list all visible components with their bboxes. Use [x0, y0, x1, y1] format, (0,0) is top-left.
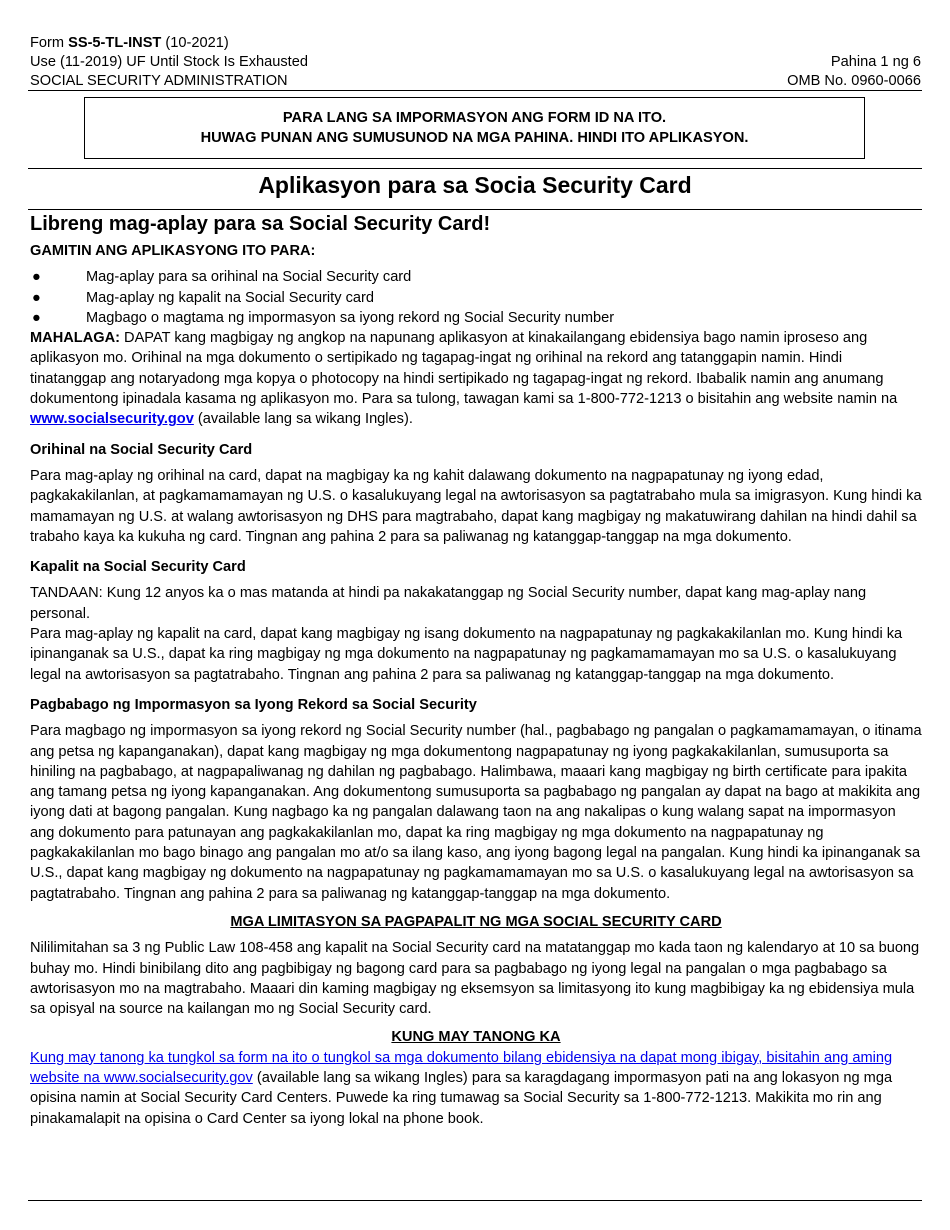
important-paragraph — [30, 328, 922, 429]
section-heading-limits: MGA LIMITASYON SA PAGPAPALIT NG MGA SOCIAL SECURITY CARD — [230, 913, 722, 930]
form-date: (10-2021) — [161, 35, 229, 51]
website-link[interactable]: www.socialsecurity.gov — [30, 411, 194, 428]
questions-paragraph — [30, 1048, 922, 1129]
replacement-text: Para mag-aplay ng kapalit na card, dapat kang magbigay ng isang dokumento na nagpapatunay ng pagkakakilanlan mo. Kung hindi ka ipinanganak sa U.S., dapat ka ring magbigay ng mga dokumento na nagpapatunay ng pagkamamamayan mo sa U.S. o kasalukuyang legal na awtorisasyon sa pagtatrabaho. Tingnan ang pahina 2 para sa paliwanag ng katanggap-tanggap na mga dokumento. — [30, 626, 903, 683]
questions-text: (available lang sa wikang Ingles) para sa karagdagang impormasyon pati na ang lokasyon ng mga opisina namin at Social Security Card Centers. Puwede ka ring tumawag sa Social Security sa 1-800-772-1213. Makikita mo rin ang pinakamalapit na opisina o Card Center sa iyong lokal na phone book. — [30, 1069, 893, 1127]
bullet-text: Magbago o magtama ng impormasyon sa iyong rekord ng Social Security number — [86, 309, 615, 326]
important-text: DAPAT kang magbigay ng angkop na napunang aplikasyon at kinakailangang ebidensiya bago namin iproseso ang aplikasyon mo. Orihinal na mga dokumento o sertipikado ng tagapag-ingat ng orihinal na rekord ang tatanggapin namin. Hindi tinatanggap ang notaryadong mga kopya o photocopy na hindi sertipikado ng tagapag-ingat ng rekord. Ibabalik namin ang anumang dokumentong ipinadala kasama ng aplikasyon mo. Para sa tulong, tawagan kami sa 1-800-772-1213 o bisitahin ang website namin na — [30, 330, 898, 408]
form-id: SS-5-TL-INST — [68, 35, 162, 51]
section-heading-replacement: Kapalit na Social Security Card — [30, 559, 246, 576]
bullet-text: Mag-aplay para sa orihinal na Social Security card — [86, 269, 412, 286]
list-item — [30, 308, 922, 328]
subtitle: Libreng mag-aplay para sa Social Security Card! — [30, 213, 491, 235]
bullet-list — [30, 267, 922, 328]
bullet-icon: ● — [32, 289, 41, 306]
form-prefix: Form — [30, 35, 69, 51]
use-line: Use (11-2019) UF Until Stock Is Exhausted — [30, 54, 308, 70]
questions-link[interactable]: Kung may tanong ka tungkol sa form na ito o tungkol sa mga dokumento bilang ebidensiya na dapat mong ibigay, bisitahin ang aming website na www.socialsecurity.gov — [30, 1049, 893, 1086]
agency-name: SOCIAL SECURITY ADMINISTRATION — [30, 73, 288, 89]
section-heading-original: Orihinal na Social Security Card — [30, 441, 253, 458]
section-heading-change: Pagbabago ng Impormasyon sa Iyong Rekord sa Social Security — [30, 696, 477, 713]
divider — [28, 168, 922, 169]
original-text: Para mag-aplay ng orihinal na card, dapat na magbigay ka ng kahit dalawang dokumento na nagpapatunay ng iyong edad, pagkakakilanlan, at pagkamamamayan ng U.S. o kasalukuyang legal na awtorisasyon sa pagtatrabaho mula sa imigrasyon. Kung hindi ka mamamayan ng U.S. at walang awtorisasyon ng DHS para magtrabaho, dapat kang magbigay ng makatuwirang dahilan na hindi dahil sa trabaho kaya ka kukuha ng card. Tingnan ang pahina 2 para sa paliwanag ng katanggap-tanggap na mga dokumento. — [30, 467, 922, 545]
replacement-note: TANDAAN: Kung 12 anyos ka o mas matanda at hindi pa nakakatanggap ng Social Security number, dapat kang mag-aplay nang personal. — [30, 585, 867, 622]
use-heading: GAMITIN ANG APLIKASYONG ITO PARA: — [30, 243, 316, 259]
divider — [28, 209, 922, 210]
bullet-text: Mag-aplay ng kapalit na Social Security card — [86, 289, 374, 306]
omb-number: OMB No. 0960-0066 — [787, 73, 921, 89]
change-text: Para magbago ng impormasyon sa iyong rekord ng Social Security number (hal., pagbabago ng pangalan o pagkamamamayan, o itinama ang petsa ng kapanganakan), dapat kang magbigay ng mga dokumentong nagpapatunay ng iyong pagkakakilanlan, sumusuporta sa hiniling na pagbabago, at nagpapaliwanag ng dahilan ng pagbabago. Halimbawa, maaari kang magbigay ng birth certificate para ipakita ang tamang petsa ng iyong kapanganakan. Ang dokumentong sumusuporta sa pagbabago ng pangalan ay dapat na bago at makikita ang iyong dati at bagong pangalan. Kung nagbago ka ng pangalan dalawang taon na ang nakalipas o kung walang sapat na impormasyon ang dokumento para patunayan ang pagkakakilanlan mo, dapat ka ring magbigay ng mga dokumento na nagpapatunay ng pagkakakilanlan mo bago binago ang pangalan mo at/o sa ilang kaso, ang iyong bagong legal na pangalan. Kung hindi ka ipinanganak sa U.S., dapat kang magbigay ng dokumento na nagpapatunay ng pagkamamamayan mo sa U.S. o kasalukuyang legal na awtorisasyon sa pagtatrabaho. Tingnan ang pahina 2 para sa paliwanag ng katanggap-tanggap na mga dokumento. — [30, 723, 922, 902]
content — [30, 211, 922, 1129]
list-item — [30, 288, 922, 308]
notice-box — [84, 97, 865, 159]
limits-text: Nililimitahan sa 3 ng Public Law 108-458 ang kapalit na Social Security card na matatanggap mo kada taon ng kalendaryo at 10 sa buong buhay mo. Hindi binibilang dito ang pagbibigay ng bagong card para sa pagbabago ng iyong legal na pangalan o mga pagbabago sa awtorisasyon mo na magtrabaho. Maaari din kaming magbigay ng eksemsyon sa limitasyong ito kung magbibigay ka ng ebidensiya mula sa opisyal na source na kailangan mo ng Social Security card. — [30, 940, 920, 1018]
section-heading-questions: KUNG MAY TANONG KA — [391, 1029, 561, 1046]
important-label: MAHALAGA: — [30, 330, 120, 347]
divider — [28, 1200, 922, 1201]
list-item — [30, 267, 922, 287]
bullet-icon: ● — [32, 269, 41, 286]
form-header-left — [30, 34, 308, 91]
page-number: Pahina 1 ng 6 — [830, 54, 921, 70]
page-title: Aplikasyon para sa Socia Security Card — [258, 172, 692, 198]
notice-line: HUWAG PUNAN ANG SUMUSUNOD NA MGA PAHINA. HINDI ITO APLIKASYON. — [200, 130, 749, 146]
divider — [28, 90, 922, 91]
bullet-icon: ● — [32, 309, 41, 326]
notice-line: PARA LANG SA IMPORMASYON ANG FORM ID NA ITO. — [282, 110, 667, 126]
important-after: (available lang sa wikang Ingles). — [193, 411, 413, 428]
form-header-right — [787, 53, 921, 91]
